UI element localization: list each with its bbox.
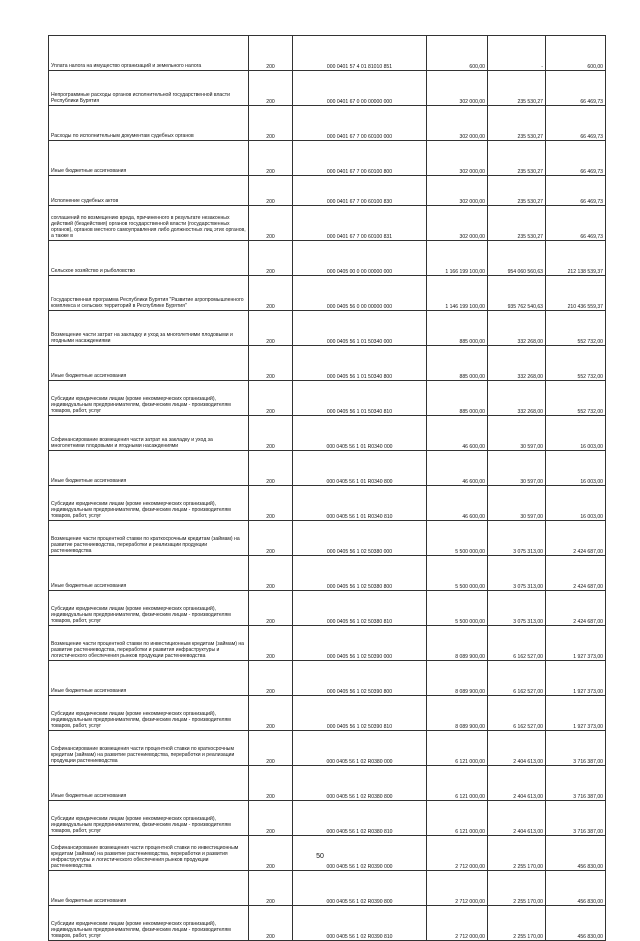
row-name-cell: Субсидии юридическим лицам (кроме некоммерческих организаций), индивидуальным предпринимателям, физическим лицам - производителям товаров, работ, услуг [49, 801, 249, 836]
table-row [49, 311, 606, 346]
row-exec-cell: 2 404 613,00 [488, 731, 546, 766]
row-rest-cell: 3 716 387,00 [546, 801, 606, 836]
row-kbk-cell: 000 0401 67 7 00 60100 000 [293, 106, 427, 141]
row-plan-cell: 885 000,00 [427, 346, 488, 381]
row-exec-cell: 6 162 527,00 [488, 696, 546, 731]
row-kbk-cell: 000 0401 67 7 00 60100 831 [293, 206, 427, 241]
row-rest-cell: 1 927 373,00 [546, 661, 606, 696]
row-plan-cell: 302 000,00 [427, 71, 488, 106]
row-kbk-cell: 000 0405 56 1 02 50390 800 [293, 661, 427, 696]
row-exec-cell: 2 404 613,00 [488, 766, 546, 801]
row-exec-cell: 2 404 613,00 [488, 801, 546, 836]
row-rest-cell: 16 003,00 [546, 416, 606, 451]
row-name-cell: Иные бюджетные ассигнования [49, 141, 249, 176]
row-kbk-cell: 000 0405 56 1 01 50340 810 [293, 381, 427, 416]
row-plan-cell: 6 121 000,00 [427, 766, 488, 801]
row-kbk-cell: 000 0405 56 1 01 R0340 000 [293, 416, 427, 451]
page-number: 50 [316, 853, 324, 860]
row-code-cell: 200 [249, 416, 293, 451]
row-code-cell: 200 [249, 241, 293, 276]
row-rest-cell: 2 424 687,00 [546, 521, 606, 556]
row-kbk-cell: 000 0405 56 1 02 R0390 810 [293, 906, 427, 941]
row-plan-cell: 1 146 199 100,00 [427, 276, 488, 311]
table-row [49, 176, 606, 206]
row-rest-cell: 3 716 387,00 [546, 766, 606, 801]
row-name-cell: Исполнение судебных актов [49, 176, 249, 206]
row-plan-cell: 6 121 000,00 [427, 731, 488, 766]
table-row [49, 871, 606, 906]
row-exec-cell: 332 268,00 [488, 381, 546, 416]
row-rest-cell: 3 716 387,00 [546, 731, 606, 766]
row-kbk-cell: 000 0405 56 1 02 R0380 810 [293, 801, 427, 836]
row-plan-cell: 2 712 000,00 [427, 906, 488, 941]
row-plan-cell: 46 600,00 [427, 416, 488, 451]
row-plan-cell: 6 121 000,00 [427, 801, 488, 836]
row-code-cell: 200 [249, 206, 293, 241]
row-name-cell: Возмещение части затрат на закладку и уход за многолетними плодовыми и ягодными насаждениями [49, 311, 249, 346]
row-exec-cell: 935 762 540,63 [488, 276, 546, 311]
row-rest-cell: 66 469,73 [546, 106, 606, 141]
row-plan-cell: 46 600,00 [427, 486, 488, 521]
row-exec-cell: 30 597,00 [488, 451, 546, 486]
row-exec-cell: 235 530,27 [488, 206, 546, 241]
table-row [49, 486, 606, 521]
table-row [49, 696, 606, 731]
row-kbk-cell: 000 0405 56 1 02 R0380 000 [293, 731, 427, 766]
row-exec-cell: 3 075 313,00 [488, 556, 546, 591]
row-exec-cell: 2 255 170,00 [488, 871, 546, 906]
row-rest-cell: 66 469,73 [546, 141, 606, 176]
row-rest-cell: 66 469,73 [546, 71, 606, 106]
row-name-cell: соглашений по возмещению вреда, причиненного в результате незаконных действий (бездействия) органов государственной власти (государственных органов), органов местного самоуправления либо должностных лиц этих органов, а также в [49, 206, 249, 241]
row-rest-cell: 552 732,00 [546, 311, 606, 346]
row-code-cell: 200 [249, 276, 293, 311]
row-name-cell: Иные бюджетные ассигнования [49, 556, 249, 591]
row-exec-cell: 2 255 170,00 [488, 906, 546, 941]
row-rest-cell: 456 830,00 [546, 836, 606, 871]
row-code-cell: 200 [249, 906, 293, 941]
row-name-cell: Уплата налога на имущество организаций и земельного налога [49, 36, 249, 71]
row-plan-cell: 5 500 000,00 [427, 521, 488, 556]
row-plan-cell: 302 000,00 [427, 206, 488, 241]
row-name-cell: Софинансирование возмещения части процентной ставки по инвестиционным кредитам (займам) на развитие растениеводства, переработки и развития инфраструктуры и логистического обеспечения рынков продукции растениеводства [49, 836, 249, 871]
row-name-cell: Непрограммные расходы органов исполнительной государственной власти Республики Бурятия [49, 71, 249, 106]
row-name-cell: Возмещение части процентной ставки по краткосрочным кредитам (займам) на развитие растениеводства, переработки и реализации продукции растениеводства [49, 521, 249, 556]
row-kbk-cell: 000 0401 67 7 00 60100 830 [293, 176, 427, 206]
row-code-cell: 200 [249, 106, 293, 141]
row-rest-cell: 16 003,00 [546, 486, 606, 521]
table-row [49, 731, 606, 766]
row-rest-cell: 552 732,00 [546, 381, 606, 416]
row-name-cell: Субсидии юридическим лицам (кроме некоммерческих организаций), индивидуальным предпринимателям, физическим лицам - производителям товаров, работ, услуг [49, 591, 249, 626]
row-exec-cell: 235 530,27 [488, 141, 546, 176]
row-code-cell: 200 [249, 521, 293, 556]
row-plan-cell: 2 712 000,00 [427, 836, 488, 871]
table-row [49, 416, 606, 451]
row-plan-cell: 600,00 [427, 36, 488, 71]
row-rest-cell: 66 469,73 [546, 206, 606, 241]
row-exec-cell: 6 162 527,00 [488, 661, 546, 696]
row-kbk-cell: 000 0405 56 1 02 50390 810 [293, 696, 427, 731]
row-name-cell: Иные бюджетные ассигнования [49, 346, 249, 381]
row-kbk-cell: 000 0405 56 1 01 R0340 810 [293, 486, 427, 521]
row-code-cell: 200 [249, 801, 293, 836]
row-exec-cell: - [488, 36, 546, 71]
row-kbk-cell: 000 0405 56 0 00 00000 000 [293, 276, 427, 311]
row-exec-cell: 30 597,00 [488, 486, 546, 521]
table-row [49, 661, 606, 696]
row-exec-cell: 3 075 313,00 [488, 591, 546, 626]
table-row [49, 906, 606, 941]
row-kbk-cell: 000 0405 56 1 02 50380 810 [293, 591, 427, 626]
row-plan-cell: 1 166 199 100,00 [427, 241, 488, 276]
row-plan-cell: 2 712 000,00 [427, 871, 488, 906]
table-row [49, 801, 606, 836]
row-code-cell: 200 [249, 36, 293, 71]
table-row [49, 276, 606, 311]
row-rest-cell: 456 830,00 [546, 906, 606, 941]
table-row [49, 451, 606, 486]
row-plan-cell: 302 000,00 [427, 106, 488, 141]
row-code-cell: 200 [249, 486, 293, 521]
row-name-cell: Субсидии юридическим лицам (кроме некоммерческих организаций), индивидуальным предпринимателям, физическим лицам - производителям товаров, работ, услуг [49, 696, 249, 731]
row-name-cell: Субсидии юридическим лицам (кроме некоммерческих организаций), индивидуальным предпринимателям, физическим лицам - производителям товаров, работ, услуг [49, 381, 249, 416]
row-kbk-cell: 000 0405 00 0 00 00000 000 [293, 241, 427, 276]
row-rest-cell: 600,00 [546, 36, 606, 71]
row-rest-cell: 210 436 559,37 [546, 276, 606, 311]
row-code-cell: 200 [249, 346, 293, 381]
row-code-cell: 200 [249, 451, 293, 486]
table-row [49, 241, 606, 276]
row-exec-cell: 6 162 527,00 [488, 626, 546, 661]
row-code-cell: 200 [249, 696, 293, 731]
row-plan-cell: 885 000,00 [427, 311, 488, 346]
row-code-cell: 200 [249, 381, 293, 416]
table-row [49, 106, 606, 141]
table-row [49, 346, 606, 381]
row-kbk-cell: 000 0405 56 1 02 50380 800 [293, 556, 427, 591]
row-exec-cell: 235 530,27 [488, 106, 546, 141]
row-code-cell: 200 [249, 731, 293, 766]
row-name-cell: Иные бюджетные ассигнования [49, 871, 249, 906]
row-name-cell: Софинансирование возмещения части процентной ставки по краткосрочным кредитам (займам) на развитие растениеводства, переработки и реализации продукции растениеводства [49, 731, 249, 766]
row-kbk-cell: 000 0405 56 1 02 R0380 800 [293, 766, 427, 801]
row-exec-cell: 30 597,00 [488, 416, 546, 451]
table-row [49, 626, 606, 661]
row-plan-cell: 5 500 000,00 [427, 556, 488, 591]
row-exec-cell: 235 530,27 [488, 176, 546, 206]
budget-execution-table [48, 35, 606, 941]
row-rest-cell: 552 732,00 [546, 346, 606, 381]
row-kbk-cell: 000 0405 56 1 02 50380 000 [293, 521, 427, 556]
table-row [49, 36, 606, 71]
row-code-cell: 200 [249, 176, 293, 206]
row-plan-cell: 46 600,00 [427, 451, 488, 486]
row-code-cell: 200 [249, 661, 293, 696]
table-row [49, 206, 606, 241]
row-kbk-cell: 000 0401 67 7 00 60100 800 [293, 141, 427, 176]
row-exec-cell: 332 268,00 [488, 311, 546, 346]
row-name-cell: Государственная программа Республики Бурятия "Развитие агропромышленного комплекса и сельских территорий в Республике Бурятия" [49, 276, 249, 311]
table-row [49, 141, 606, 176]
row-exec-cell: 2 255 170,00 [488, 836, 546, 871]
row-exec-cell: 332 268,00 [488, 346, 546, 381]
row-code-cell: 200 [249, 591, 293, 626]
row-kbk-cell: 000 0405 56 1 01 50340 800 [293, 346, 427, 381]
row-plan-cell: 8 089 900,00 [427, 696, 488, 731]
row-exec-cell: 954 060 560,63 [488, 241, 546, 276]
row-name-cell: Сельское хозяйство и рыболовство [49, 241, 249, 276]
row-name-cell: Возмещение части процентной ставки по инвестиционным кредитам (займам) на развитие растениеводства, переработки и развития инфраструктуры и логистического обеспечения рынков продукции растениеводства [49, 626, 249, 661]
row-plan-cell: 8 089 900,00 [427, 626, 488, 661]
row-plan-cell: 302 000,00 [427, 176, 488, 206]
row-plan-cell: 8 089 900,00 [427, 661, 488, 696]
row-name-cell: Субсидии юридическим лицам (кроме некоммерческих организаций), индивидуальным предпринимателям, физическим лицам - производителям товаров, работ, услуг [49, 906, 249, 941]
row-rest-cell: 66 469,73 [546, 176, 606, 206]
row-name-cell: Расходы по исполнительным документам судебных органов [49, 106, 249, 141]
row-name-cell: Иные бюджетные ассигнования [49, 661, 249, 696]
table-body [49, 36, 606, 941]
table-row [49, 381, 606, 416]
row-code-cell: 200 [249, 836, 293, 871]
row-code-cell: 200 [249, 71, 293, 106]
table-row [49, 71, 606, 106]
row-plan-cell: 885 000,00 [427, 381, 488, 416]
row-kbk-cell: 000 0405 56 1 01 50340 000 [293, 311, 427, 346]
row-code-cell: 200 [249, 871, 293, 906]
row-exec-cell: 235 530,27 [488, 71, 546, 106]
row-exec-cell: 3 075 313,00 [488, 521, 546, 556]
row-rest-cell: 1 927 373,00 [546, 626, 606, 661]
row-kbk-cell: 000 0405 56 1 01 R0340 800 [293, 451, 427, 486]
row-code-cell: 200 [249, 311, 293, 346]
row-kbk-cell: 000 0405 56 1 02 R0390 800 [293, 871, 427, 906]
row-kbk-cell: 000 0401 57 4 01 81010 851 [293, 36, 427, 71]
row-code-cell: 200 [249, 766, 293, 801]
row-kbk-cell: 000 0405 56 1 02 50390 000 [293, 626, 427, 661]
row-code-cell: 200 [249, 556, 293, 591]
table-row [49, 591, 606, 626]
row-rest-cell: 2 424 687,00 [546, 591, 606, 626]
table-row [49, 766, 606, 801]
row-rest-cell: 212 138 539,37 [546, 241, 606, 276]
row-code-cell: 200 [249, 141, 293, 176]
row-plan-cell: 302 000,00 [427, 141, 488, 176]
row-name-cell: Субсидии юридическим лицам (кроме некоммерческих организаций), индивидуальным предпринимателям, физическим лицам - производителям товаров, работ, услуг [49, 486, 249, 521]
row-plan-cell: 5 500 000,00 [427, 591, 488, 626]
row-name-cell: Софинансирование возмещения части затрат на закладку и уход за многолетними плодовыми и ягодными насаждениями [49, 416, 249, 451]
row-code-cell: 200 [249, 626, 293, 661]
row-rest-cell: 1 927 373,00 [546, 696, 606, 731]
row-rest-cell: 456 830,00 [546, 871, 606, 906]
row-rest-cell: 16 003,00 [546, 451, 606, 486]
table-row [49, 521, 606, 556]
table-row [49, 556, 606, 591]
row-kbk-cell: 000 0401 67 0 00 00000 000 [293, 71, 427, 106]
row-rest-cell: 2 424 687,00 [546, 556, 606, 591]
row-name-cell: Иные бюджетные ассигнования [49, 451, 249, 486]
row-kbk-cell: 000 0405 56 1 02 R0390 000 [293, 836, 427, 871]
budget-table-page [48, 35, 605, 941]
row-name-cell: Иные бюджетные ассигнования [49, 766, 249, 801]
